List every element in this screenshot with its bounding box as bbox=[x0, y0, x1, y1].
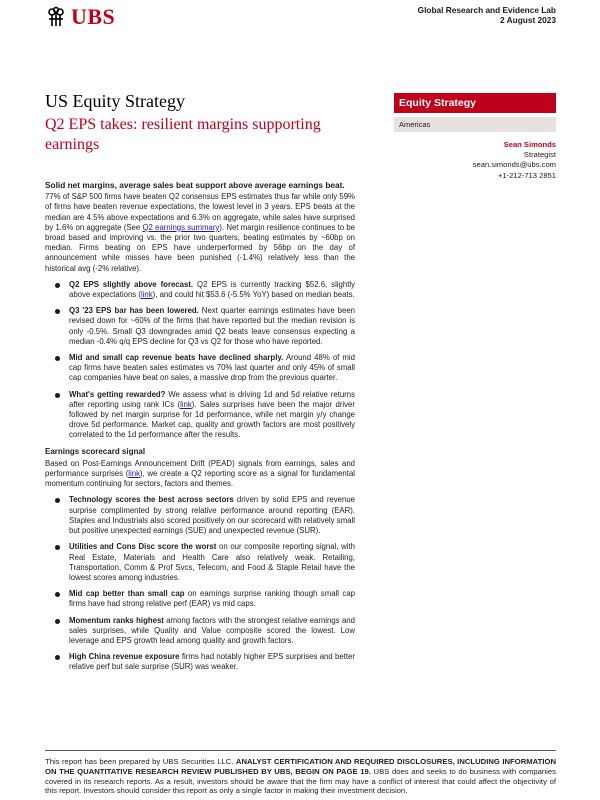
bullet-icon bbox=[55, 655, 60, 660]
bullet-icon bbox=[55, 545, 60, 550]
inline-link[interactable]: link bbox=[128, 469, 140, 479]
region-label: Americas bbox=[394, 117, 556, 132]
list-item: Mid and small cap revenue beats have declined sharply. Around 48% of mid cap firms have beaten sales estimates vs 70% last quarter and only 45% of small cap companies have beat on sales, a massive drop from the previous quarter. bbox=[45, 353, 355, 384]
brand-name: UBS bbox=[71, 4, 116, 29]
bullet-icon bbox=[55, 592, 60, 597]
list-item: Q2 EPS slightly above forecast. Q2 EPS is currently tracking $52.6, slightly above expectations (link), and could hit $53.6 (-5.5% YoY) based on median beats. bbox=[45, 280, 355, 300]
author-role: Strategist bbox=[523, 150, 556, 160]
section-heading: Earnings scorecard signal bbox=[45, 446, 146, 456]
section-heading: Solid net margins, average sales beat support above average earnings beat. bbox=[45, 180, 345, 190]
bullet-icon bbox=[55, 498, 60, 503]
bullet-icon bbox=[55, 393, 60, 398]
author-block bbox=[473, 140, 556, 181]
list-item: Q3 '23 EPS bar has been lowered. Next quarter earnings estimates have been revised down for ~60% of the firms that have reported but the median revision is only -0.5%. Small Q3 downgrades amid Q2 beats leave consensus expecting a median -0.4% q/q EPS decline for Q3 vs Q2 for those who have reported. bbox=[45, 306, 355, 347]
ubs-keys-logo-icon bbox=[45, 6, 67, 28]
category-label: Equity Strategy bbox=[394, 93, 556, 113]
bullet-icon bbox=[55, 619, 60, 624]
list-item: Mid cap better than small cap on earnings surprise ranking though small cap firms have had strong relative perf (EAR) vs mid caps. bbox=[45, 589, 355, 609]
report-subtitle: Q2 EPS takes: resilient margins supporting earnings bbox=[45, 116, 321, 153]
ubs-logo bbox=[45, 4, 115, 30]
list-item: Technology scores the best across sectors driven by solid EPS and revenue surprise complimented by strong relative performance around reporting (EAR). Staples and Industrials also scored positively on our scorecard with relatively small but positive unexpected earnings (SUE) and unexpected revenue (SUR). bbox=[45, 495, 355, 536]
list-item: Momentum ranks highest among factors with the strongest relative earnings and sales surprises, while Quality and Value composite scored the lowest. Low leverage and EPS growth lead among quality and growth factors. bbox=[45, 616, 355, 647]
report-body bbox=[45, 180, 355, 673]
disclosure-footer: This report has been prepared by UBS Securities LLC. ANALYST CERTIFICATION AND REQUIRED DISCLOSURES, INCLUDING INFORMATION ON THE QUANTITATIVE RESEARCH REVIEW PUBLISHED BY UBS, BEGIN ON PAGE 19. UBS does and seeks to do business with companies covered in its research reports. As a result, investors should be aware that the firm may have a conflict of interest that could affect the objectivity of this report. Investors should consider this report as only a single factor in making their investment decision. bbox=[45, 750, 556, 796]
list-item: Utilities and Cons Disc score the worst on our composite reporting signal, with Real Estate, Materials and Health Care also relatively weak. Retailing, Transportation, Comm & Prof Svcs, Telecom, and Food & Staple Retail have the lowest scores among industries. bbox=[45, 542, 355, 583]
list-item: High China revenue exposure firms had notably higher EPS surprises and better relative perf but sale surprise (SUR) was weaker. bbox=[45, 652, 355, 672]
author-email[interactable]: sean.simonds@ubs.com bbox=[472, 160, 556, 170]
bullet-icon bbox=[55, 283, 60, 288]
inline-link[interactable]: link bbox=[140, 290, 153, 300]
list-item: What's getting rewarded? We assess what is driving 1d and 5d relative returns after reporting using rank ICs (link). Sales surprises have been the major driver followed by net margin surprise for 1d performance, while net margin y/y change drove 5d performance. Market cap, quality and growth factors are most positively correlated to the 1d performance after the results. bbox=[45, 390, 355, 441]
earnings-summary-link[interactable]: Q2 earnings summary bbox=[142, 222, 220, 232]
report-title: US Equity Strategy bbox=[45, 91, 185, 111]
author-phone: +1-212-713 2851 bbox=[497, 170, 556, 180]
inline-link[interactable]: link bbox=[180, 399, 192, 409]
intro-paragraph: 77% of S&P 500 firms have beaten Q2 consensus EPS estimates thus far while only 59% of firms have beaten revenue expectations, the lowest level in 3 years. EPS beats at the median are 4.5% above expectations and 6.3% on aggregate, while sales have surprised by 1.6% on aggregate (See Q2 earnings summary). Net margin resilience continues to be broad based and improving vs. the prior two quarters, beating estimates by ~60bp on median. Firms beating on EPS have underperformed by 56bp on the day of announcement while misses have been punished (-1.4%) relatively less than the historical avg (-2% relative). bbox=[45, 192, 355, 273]
report-date: 2 August 2023 bbox=[500, 15, 556, 25]
report-header bbox=[418, 5, 556, 25]
author-name: Sean Simonds bbox=[503, 140, 556, 149]
bullet-icon bbox=[55, 356, 60, 361]
bullet-icon bbox=[55, 309, 60, 314]
scorecard-paragraph: Based on Post-Earnings Announcement Drift (PEAD) signals from earnings, sales and performance surprises (link), we create a Q2 reporting score as a signal for fundamental momentum continuing for sectors, factors and themes. bbox=[45, 458, 356, 489]
research-unit: Global Research and Evidence Lab bbox=[417, 5, 556, 15]
